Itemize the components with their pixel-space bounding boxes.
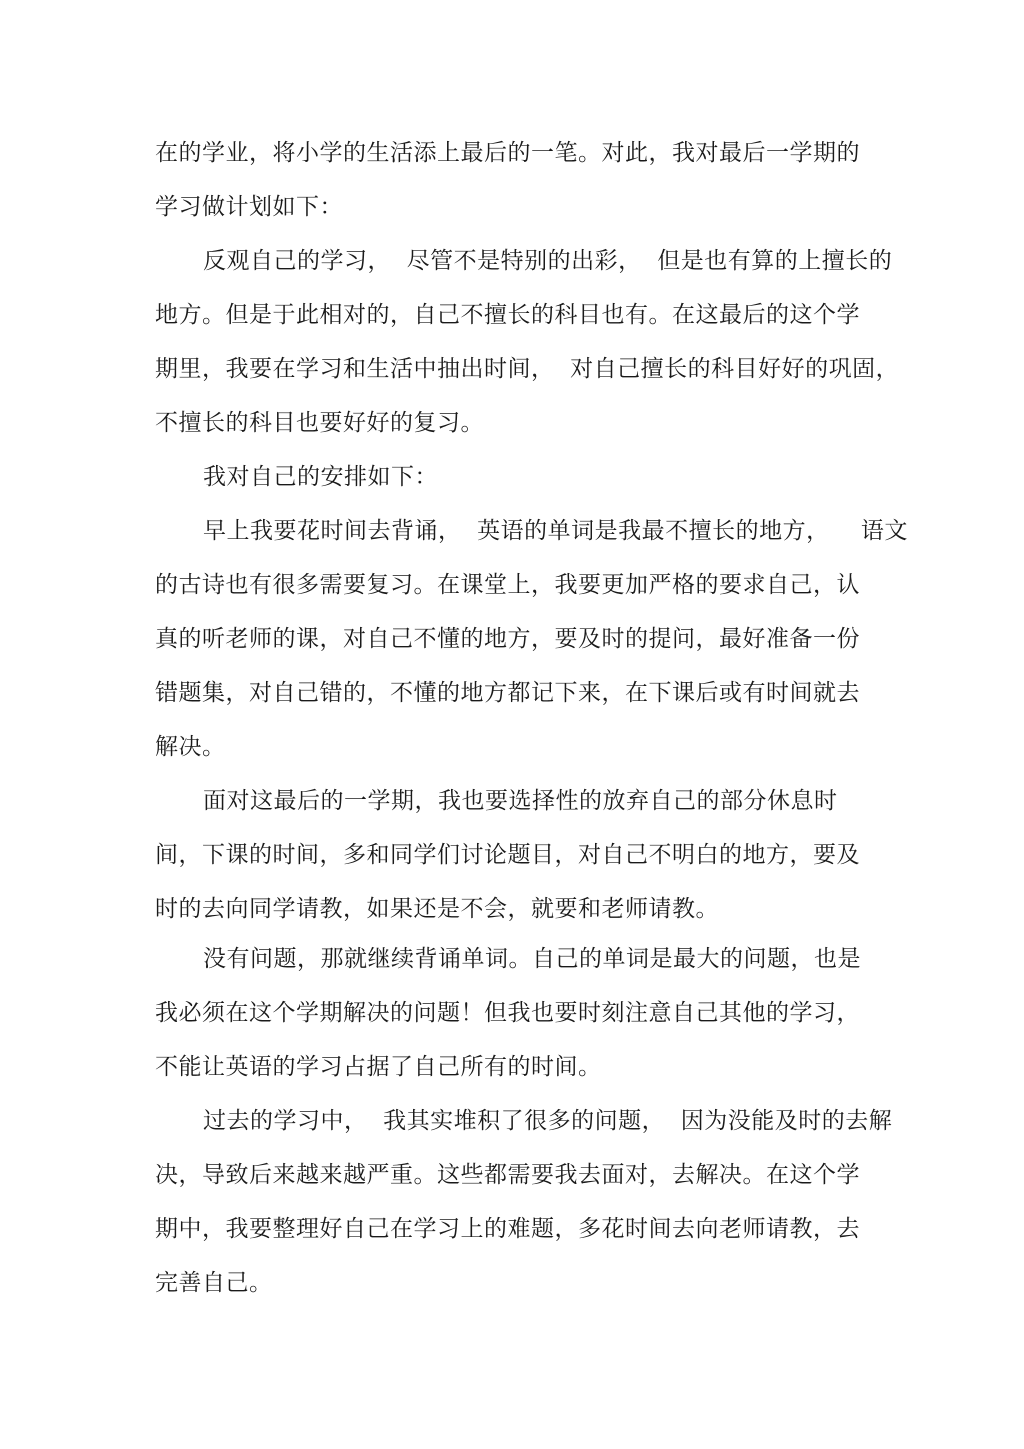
text-line: 地方。但是于此相对的，自己不擅长的科目也有。在这最后的这个学 xyxy=(155,302,860,328)
paragraph-start-line: 反观自己的学习， 尽管不是特别的出彩， 但是也有算的上擅长的 xyxy=(203,248,893,274)
text-line: 我必须在这个学期解决的问题！但我也要时刻注意自己其他的学习， xyxy=(155,1000,860,1026)
paragraph-start-line: 我对自己的安排如下： xyxy=(203,464,438,490)
text-line: 在的学业，将小学的生活添上最后的一笔。对此，我对最后一学期的 xyxy=(155,140,860,166)
text-line: 的古诗也有很多需要复习。在课堂上，我要更加严格的要求自己，认 xyxy=(155,572,860,598)
text-line: 期里，我要在学习和生活中抽出时间， 对自己擅长的科目好好的巩固， xyxy=(155,356,900,382)
text-line: 真的听老师的课，对自己不懂的地方，要及时的提问，最好准备一份 xyxy=(155,626,860,652)
text-line: 不擅长的科目也要好好的复习。 xyxy=(155,410,484,436)
text-line: 期中，我要整理好自己在学习上的难题，多花时间去向老师请教，去 xyxy=(155,1216,860,1242)
text-line: 错题集，对自己错的，不懂的地方都记下来，在下课后或有时间就去 xyxy=(155,680,860,706)
text-line: 决，导致后来越来越严重。这些都需要我去面对，去解决。在这个学 xyxy=(155,1162,860,1188)
text-line: 解决。 xyxy=(155,734,226,760)
paragraph-start-line: 面对这最后的一学期，我也要选择性的放弃自己的部分休息时 xyxy=(203,788,838,814)
text-line: 不能让英语的学习占据了自己所有的时间。 xyxy=(155,1054,602,1080)
paragraph-start-line: 早上我要花时间去背诵， 英语的单词是我最不擅长的地方， 语文 xyxy=(203,518,908,544)
paragraph-start-line: 过去的学习中， 我其实堆积了很多的问题， 因为没能及时的去解 xyxy=(203,1108,893,1134)
text-line: 完善自己。 xyxy=(155,1270,273,1296)
text-line: 间，下课的时间，多和同学们讨论题目，对自己不明白的地方，要及 xyxy=(155,842,860,868)
text-line: 时的去向同学请教，如果还是不会，就要和老师请教。 xyxy=(155,896,719,922)
paragraph-start-line: 没有问题，那就继续背诵单词。自己的单词是最大的问题，也是 xyxy=(203,946,861,972)
text-line: 学习做计划如下： xyxy=(155,194,343,220)
